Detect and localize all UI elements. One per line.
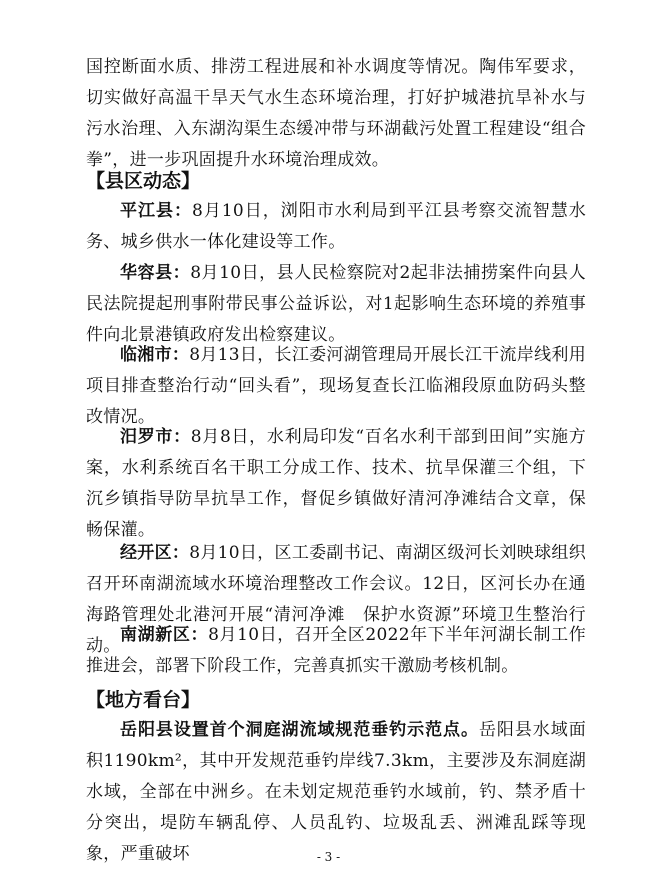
page-number: - 3 - xyxy=(316,850,341,864)
county-item-lead: 平江县： xyxy=(120,201,192,221)
county-item-text: 8月10日，召开全区2022年下半年河湖长制工作推进会，部署下阶段工作，完善真抓实干激励考核机制。 xyxy=(86,625,587,676)
intro-paragraph: 国控断面水质、排涝工程进展和补水调度等情况。陶伟军要求，切实做好高温干旱天气水生态环境治理，打好护城港抗旱补水与污水治理、入东湖沟渠生态缓冲带与环湖截污处置工程建设“组合拳”，进一步巩固提升水环境治理成效。 xyxy=(86,57,586,170)
county-item-nanhu xyxy=(86,620,586,682)
county-item-linxiang xyxy=(86,340,586,433)
local-paragraph xyxy=(86,715,586,870)
county-item-lead: 南湖新区： xyxy=(120,625,209,645)
county-item-text: 8月10日，浏阳市水利局到平江县考察交流智慧水务、城乡供水一体化建设等工作。 xyxy=(86,201,586,252)
local-lead: 岳阳县设置首个洞庭湖流域规范垂钓示范点。 xyxy=(120,720,479,740)
county-item-huarong xyxy=(86,258,586,351)
section-heading-local: 【地方看台】 xyxy=(86,689,201,711)
county-item-text: 8月13日，长江委河湖管理局开展长江干流岸线利用项目排查整治行动“回头看”，现场复查长江临湘段原血防码头整改情况。 xyxy=(86,345,586,427)
county-item-text: 8月10日，县人民检察院对2起非法捕捞案件向县人民法院提起刑事附带民事公益诉讼，对1起影响生态环境的养殖事件向北景港镇政府发出检察建议。 xyxy=(86,263,587,345)
county-item-miluo xyxy=(86,422,586,546)
county-item-text: 8月8日，水利局印发“百名水利干部到田间”实施方案，水利系统百名干职工分成工作、技术、抗旱保灌三个组，下沉乡镇指导防旱抗旱工作，督促乡镇做好清河净滩结合文章，保畅保灌。 xyxy=(86,427,587,540)
county-item-lead: 临湘市： xyxy=(120,345,190,365)
local-text: 岳阳县水域面积1190km²，其中开发规范垂钓岸线7.3km，主要涉及东洞庭湖水域，全部在中洲乡。在未划定规范垂钓水域前，钓、禁矛盾十分突出，堤防车辆乱停、人员乱钓、垃圾乱丢、洲滩乱踩等现象，严重破坏 xyxy=(86,720,586,864)
county-item-text: 8月10日，区工委副书记、南湖区级河长刘映球组织召开环南湖流域水环境治理整改工作会议。12日，区河长办在通海路管理处北港河开展“清河净滩 保护水资源”环境卫生整治行动。 xyxy=(86,543,586,656)
county-item-lead: 汨罗市： xyxy=(120,427,191,447)
county-item-pingjiang xyxy=(86,196,586,258)
section-heading-county: 【县区动态】 xyxy=(86,170,201,192)
county-item-lead: 经开区： xyxy=(120,543,190,563)
county-item-lead: 华容县： xyxy=(120,263,191,283)
